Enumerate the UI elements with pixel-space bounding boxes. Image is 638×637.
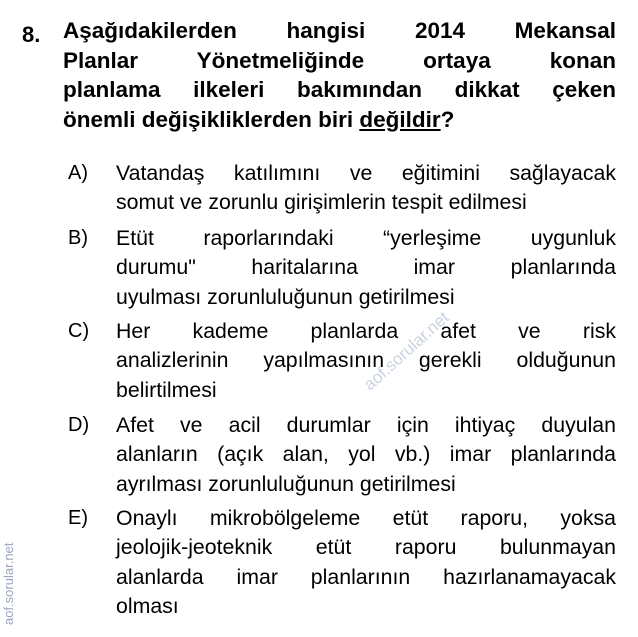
- option-line: uyulması zorunluluğunun getirilmesi: [116, 284, 455, 309]
- option-label: E): [68, 507, 88, 529]
- option-text: [116, 411, 616, 499]
- question-line-prefix: önemli değişikliklerden biri: [63, 106, 360, 132]
- question-line: Planlar Yönetmeliğinde ortaya konan: [63, 47, 616, 73]
- option-line: belirtilmesi: [116, 377, 217, 402]
- option-label: A): [68, 162, 88, 184]
- option-line: olması: [116, 593, 179, 618]
- option-line: jeolojik-jeoteknik etüt raporu bulunmayan: [116, 535, 616, 560]
- question-number: 8.: [22, 22, 41, 47]
- question-stem: [63, 16, 616, 134]
- watermark: aof.sorular.net: [360, 307, 453, 395]
- option-label: B): [68, 227, 88, 249]
- option-text: [116, 317, 616, 405]
- question-last-line: [63, 105, 616, 135]
- option-line: Vatandaş katılımını ve eğitimini sağlayacak: [116, 161, 616, 185]
- question-line: Aşağıdakilerden hangisi 2014 Mekansal: [63, 18, 616, 43]
- option-label: C): [68, 320, 90, 342]
- option-line: alanlarda imar planlarının hazırlanamayacak: [116, 564, 616, 589]
- option-line: analizlerinin yapılmasının gerekli olduğunun: [116, 348, 616, 373]
- option-text: [116, 159, 616, 218]
- question-negation-underlined: değildir: [359, 106, 441, 132]
- side-watermark: aof.sorular.net: [1, 542, 16, 625]
- question-mark: ?: [440, 106, 455, 132]
- option-line: durumu" haritalarına imar planlarında: [116, 255, 616, 280]
- question-line: planlama ilkeleri bakımından dikkat çeken: [63, 77, 616, 102]
- option-text: [116, 224, 616, 312]
- option-line: Onaylı mikrobölgeleme etüt raporu, yoksa: [116, 506, 616, 530]
- option-label: D): [68, 414, 90, 436]
- option-line: somut ve zorunlu girişimlerin tespit edilmesi: [116, 190, 527, 215]
- option-line: Etüt raporlarındaki “yerleşime uygunluk: [116, 226, 616, 250]
- option-text: [116, 504, 616, 621]
- option-line: alanların (açık alan, yol vb.) imar planlarında: [116, 442, 616, 467]
- option-line: Her kademe planlarda afet ve risk: [116, 319, 616, 343]
- option-line: ayrılması zorunluluğunun getirilmesi: [116, 471, 456, 496]
- option-line: Afet ve acil durumlar için ihtiyaç duyulan: [116, 413, 616, 437]
